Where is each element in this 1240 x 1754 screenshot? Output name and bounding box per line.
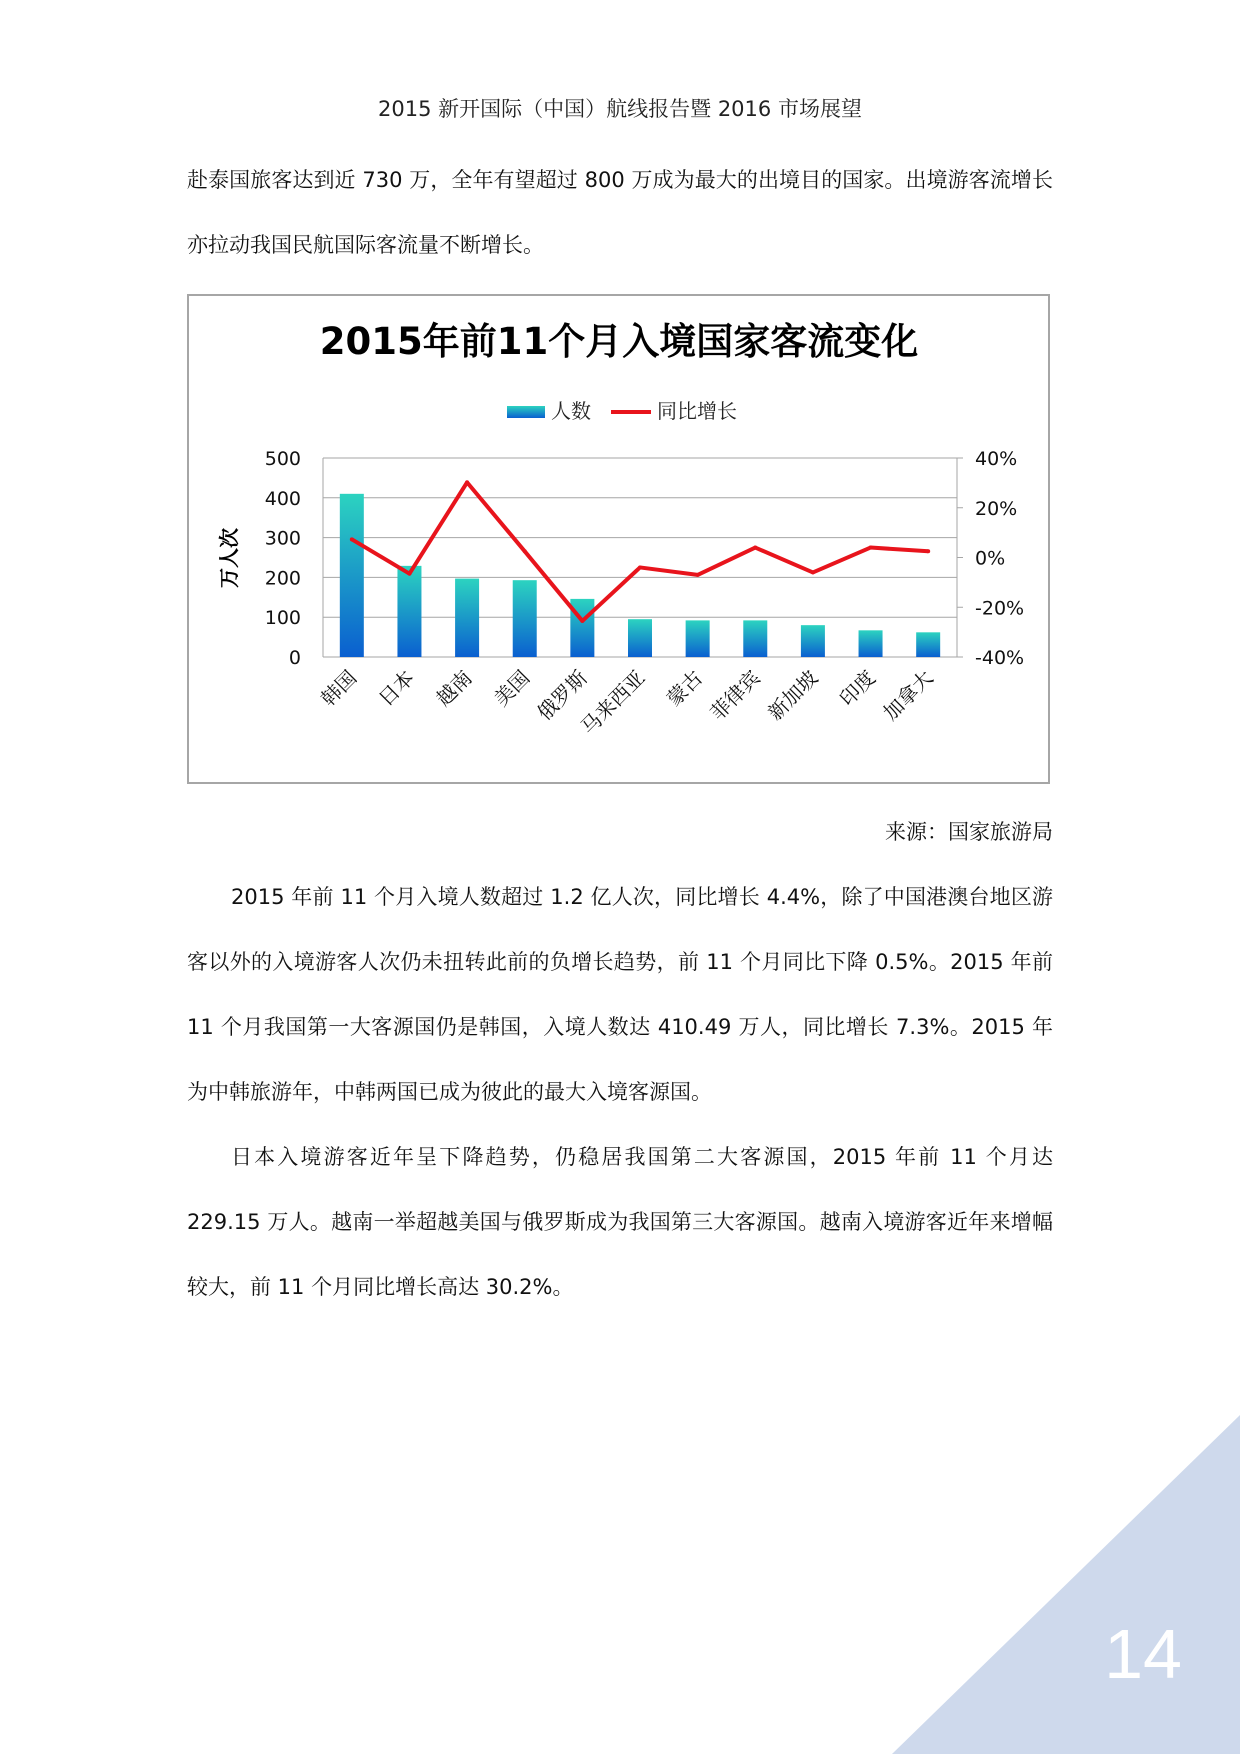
paragraph-inbound-summary: 2015 年前 11 个月入境人数超过 1.2 亿人次，同比增长 4.4%，除了中国港澳台地区游客以外的入境游客人次仍未扭转此前的负增长趋势，前 11 个月同比下降 0.5%。2015 年前 11 个月我国第一大客源国仍是韩国，入境人数达 410.49 万人，同比增长 7.3%。2015 年为中韩旅游年，中韩两国已成为彼此的最大入境客源国。 bbox=[187, 885, 1053, 1104]
page-header: 2015 新开国际（中国）航线报告暨 2016 市场展望 bbox=[378, 97, 862, 121]
x-tick-label: 新加坡 bbox=[763, 665, 823, 725]
y-tick-label: 100 bbox=[264, 607, 301, 630]
page-number: 14 bbox=[1104, 1615, 1182, 1693]
x-tick-label: 加拿大 bbox=[878, 665, 938, 725]
y-tick-label: 300 bbox=[264, 527, 301, 550]
y-tick-label: 0 bbox=[288, 647, 301, 669]
legend-bar-label: 人数 bbox=[551, 399, 591, 423]
y2-tick-label: -40% bbox=[975, 647, 1025, 669]
y2-tick-label: 20% bbox=[975, 497, 1018, 520]
x-tick-label: 俄罗斯 bbox=[532, 665, 592, 725]
x-tick-label: 印度 bbox=[834, 665, 881, 711]
chart-title: 2015年前11个月入境国家客流变化 bbox=[319, 320, 919, 363]
paragraph-japan-vietnam: 日本入境游客近年呈下降趋势，仍稳居我国第二大客源国，2015 年前 11 个月达 229.15 万人。越南一举超越美国与俄罗斯成为我国第三大客源国。越南入境游客近年来增幅较大，前 11 个月同比增长高达 30.2%。 bbox=[187, 1145, 1053, 1299]
y2-tick-label: 40% bbox=[975, 448, 1018, 470]
y-axis-label: 万人次 bbox=[217, 528, 241, 588]
x-tick-label: 蒙古 bbox=[661, 665, 708, 711]
x-tick-label: 菲律宾 bbox=[705, 665, 765, 725]
x-tick-label: 越南 bbox=[431, 665, 477, 711]
y2-tick-label: -20% bbox=[975, 597, 1025, 620]
x-tick-label: 马来西亚 bbox=[575, 665, 650, 740]
corner-triangle bbox=[892, 1415, 1240, 1754]
x-tick-label: 韩国 bbox=[316, 665, 362, 711]
legend-line-label: 同比增长 bbox=[657, 399, 737, 423]
x-tick-label: 日本 bbox=[373, 665, 419, 711]
y-tick-label: 500 bbox=[264, 448, 301, 470]
y-tick-label: 400 bbox=[264, 487, 301, 510]
x-tick-label: 美国 bbox=[489, 665, 535, 711]
chart-source: 来源：国家旅游局 bbox=[885, 820, 1053, 844]
y-tick-label: 200 bbox=[264, 567, 301, 590]
y2-tick-label: 0% bbox=[975, 547, 1006, 570]
paragraph-intro: 赴泰国旅客达到近 730 万，全年有望超过 800 万成为最大的出境目的国家。出境游客流增长亦拉动我国民航国际客流量不断增长。 bbox=[187, 168, 1053, 257]
